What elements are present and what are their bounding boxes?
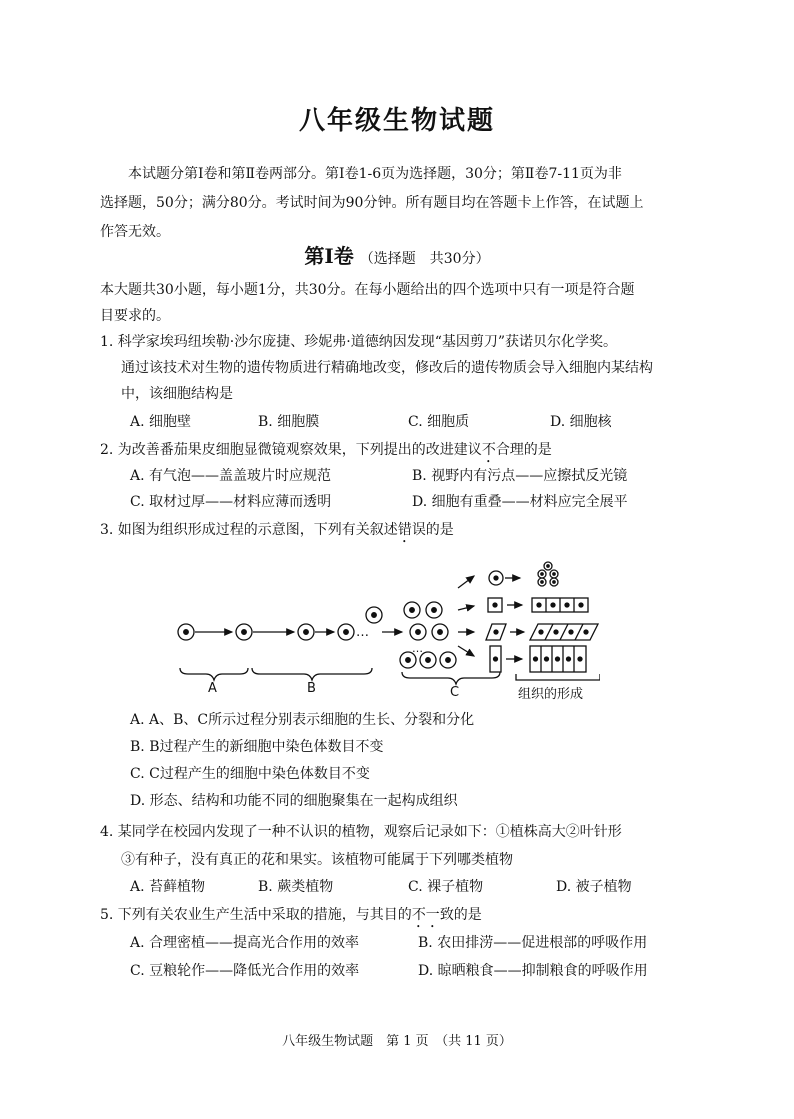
q1-stem: 1. 科学家埃玛纽埃勒·沙尔庞捷、珍妮弗·道德纳因发现“基因剪刀”获诺贝尔化学奖。 — [100, 334, 618, 350]
q5-emphasis: 不一 — [411, 907, 440, 923]
cell-icon — [298, 624, 314, 640]
section-subtitle: （选择题 共30分） — [359, 251, 490, 267]
cell-icon — [338, 624, 354, 640]
label-c: C — [450, 685, 460, 700]
q5-option-d: D. 晾晒粮食——抑制粮食的呼吸作用 — [418, 963, 648, 979]
brace-c — [402, 672, 500, 684]
q3-stem-text: 误的是 — [411, 522, 454, 538]
q3-option-d: D. 形态、结构和功能不同的细胞聚集在一起构成组织 — [130, 793, 458, 809]
q3-stem-text: 3. 如图为组织形成过程的示意图，下列有关叙述 — [100, 522, 398, 538]
cell-icon — [178, 624, 194, 640]
label-b: B — [307, 681, 316, 696]
q5-stem-text: 5. 下列有关农业生产生活中采取的措施，与其目的 — [100, 907, 412, 923]
flat-cell-icon — [486, 624, 506, 640]
q3-stem — [100, 520, 454, 546]
q1-stem: 中，该细胞结构是 — [121, 386, 233, 402]
q3-option-b: B. B过程产生的新细胞中染色体数目不变 — [130, 739, 384, 755]
columnar-cell-icon — [490, 646, 501, 672]
q4-option-b: B. 蕨类植物 — [258, 879, 334, 895]
q4-option-d: D. 被子植物 — [556, 879, 632, 895]
square-tissue-icon — [532, 598, 588, 612]
square-cell-icon — [488, 598, 502, 612]
brace-tissue — [516, 674, 600, 680]
q4-option-c: C. 裸子植物 — [408, 879, 484, 895]
page-title: 八年级生物试题 — [298, 106, 495, 136]
q4-stem: 4. 某同学在校园内发现了一种不认识的植物，观察后记录如下：①植株高大②叶针形 — [100, 824, 622, 840]
page-footer: 八年级生物试题 第 1 页 （共 11 页） — [282, 1034, 512, 1049]
section-name: 第Ⅰ卷 — [304, 244, 354, 268]
q3-emphasis: 错 — [397, 522, 412, 538]
label-a: A — [208, 681, 217, 696]
chain-dots: … — [356, 625, 369, 640]
brace-a — [180, 668, 248, 680]
section-title — [0, 240, 794, 269]
cluster-dots: … — [412, 642, 423, 655]
flat-tissue-icon — [530, 624, 598, 640]
cell-icon — [489, 571, 503, 585]
instructions-line: 目要求的。 — [100, 308, 170, 324]
intro-line: 选择题，50分；满分80分。考试时间为90分钟。所有题目均在答题卡上作答，在试题上 — [100, 195, 644, 211]
intro-line: 作答无效。 — [100, 224, 170, 240]
q1-option-b: B. 细胞膜 — [258, 414, 320, 430]
cell-icon — [410, 624, 426, 640]
exam-intro — [100, 160, 720, 247]
instructions-line: 本大题共30小题，每小题1分，共30分。在每小题给出的四个选项中只有一项是符合题 — [100, 282, 635, 298]
cell-icon — [432, 624, 448, 640]
q5-option-b: B. 农田排涝——促进根部的呼吸作用 — [418, 935, 648, 951]
brace-b — [252, 668, 372, 680]
q2-option-b: B. 视野内有污点——应擦拭反光镜 — [412, 468, 628, 484]
q4-stem: ③有种子，没有真正的花和果实。该植物可能属于下列哪类植物 — [121, 852, 513, 868]
q2-stem-text: 2. 为改善番茄果皮细胞显微镜观察效果，下列提出的改进建议 — [100, 442, 482, 458]
q2-option-c: C. 取材过厚——材料应薄而透明 — [130, 494, 332, 510]
tissue-formation-caption: 组织的形成 — [518, 687, 584, 702]
q1-option-c: C. 细胞质 — [408, 414, 470, 430]
cell-icon — [366, 607, 382, 623]
q1-option-a: A. 细胞壁 — [130, 414, 192, 430]
q5-stem — [100, 905, 482, 931]
q5-option-c: C. 豆粮轮作——降低光合作用的效率 — [130, 963, 360, 979]
q1-stem: 通过该技术对生物的遗传物质进行精确地改变，修改后的遗传物质会导入细胞内某结构 — [121, 360, 653, 376]
q4-option-a: A. 苔藓植物 — [130, 879, 206, 895]
q2-stem-text: 合理的是 — [495, 442, 552, 458]
cell-icon — [236, 624, 252, 640]
q3-option-a: A. A、B、C所示过程分别表示细胞的生长、分裂和分化 — [130, 712, 475, 728]
q2-option-d: D. 细胞有重叠——材料应完全展平 — [412, 494, 628, 510]
q1-option-d: D. 细胞核 — [550, 414, 612, 430]
cell-icon — [426, 602, 442, 618]
q2-emphasis: 不 — [481, 442, 496, 458]
cell-icon — [404, 602, 420, 618]
q2-stem — [100, 440, 552, 466]
columnar-tissue-icon — [530, 646, 586, 672]
tissue-formation-diagram — [170, 560, 600, 705]
q3-option-c: C. C过程产生的细胞中染色体数目不变 — [130, 766, 370, 782]
cell-icon — [440, 652, 456, 668]
q5-stem-text: 致的是 — [439, 907, 482, 923]
q5-option-a: A. 合理密植——提高光合作用的效率 — [130, 935, 360, 951]
intro-line: 本试题分第Ⅰ卷和第Ⅱ卷两部分。第Ⅰ卷1-6页为选择题，30分；第Ⅱ卷7-11页为非 — [128, 166, 622, 182]
q2-option-a: A. 有气泡——盖盖玻片时应规范 — [130, 468, 332, 484]
cell-cluster-icon — [538, 562, 558, 586]
